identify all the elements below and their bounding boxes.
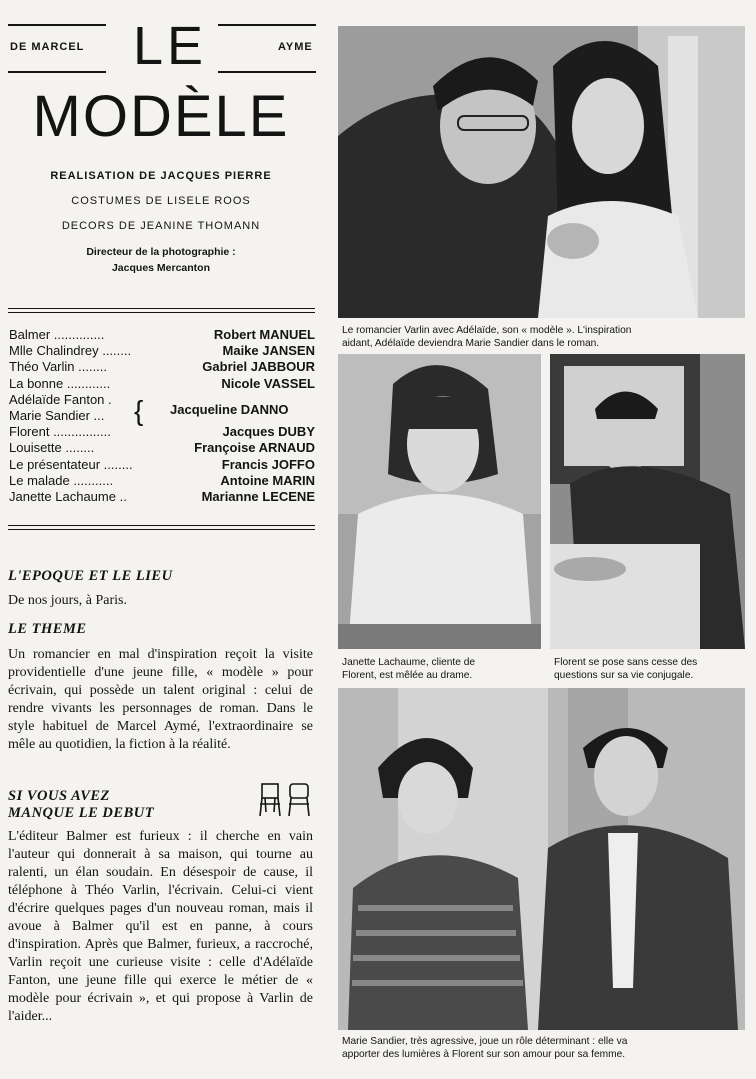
cast-role: Balmer .............. [9, 327, 105, 342]
caption-photo-1-line-1: Le romancier Varlin avec Adélaïde, son « modèle ». L'inspiration [342, 325, 632, 336]
cast-role: Janette Lachaume .. [9, 488, 127, 504]
cast-actor: Françoise ARNAUD [194, 440, 315, 456]
cast-role: Florent ................ [9, 424, 111, 440]
cast-actor: Maike JANSEN [222, 343, 315, 359]
caption-photo-2-line-2: Florent, est mêlée au drame. [342, 670, 473, 681]
cast-role: Le présentateur ........ [9, 456, 133, 472]
credit-costumes: COSTUMES DE LISELE ROOS [71, 195, 251, 207]
cast-rule-bottom-2 [8, 529, 315, 530]
caption-photo-4-line-2: apporter des lumières à Florent sur son amour pour sa femme. [342, 1049, 626, 1060]
caption-photo-2-line-1: Janette Lachaume, cliente de [342, 657, 476, 668]
cast-row [9, 359, 315, 375]
cast-row [9, 327, 315, 343]
cast-row [9, 376, 315, 392]
cast-rule-top [8, 308, 315, 309]
credit-dirphoto-label: Directeur de la photographie : [86, 246, 236, 258]
section-heading-epoque: L'EPOQUE ET LE LIEU [8, 568, 173, 584]
header-rule-right-top [218, 24, 316, 26]
cast-rule-bottom [8, 525, 315, 526]
cast-row [9, 440, 315, 456]
cast-role: Louisette ........ [9, 440, 95, 456]
credit-dirphoto-name: Jacques Mercanton [111, 262, 211, 274]
cast-row [9, 424, 315, 440]
cast-role: La bonne ............ [9, 375, 111, 391]
cast-actor: Antoine MARIN [220, 472, 315, 488]
chairs-icon [258, 780, 316, 820]
cast-row [9, 489, 315, 505]
header-rule-left-top [8, 24, 106, 26]
section-heading-theme: LE THEME [8, 621, 87, 637]
caption-photo-3-line-1: Florent se pose sans cesse des [554, 657, 698, 668]
cast-actor: Jacques DUBY [222, 424, 315, 440]
photo-janette [338, 354, 541, 649]
section-text-theme: Un romancier en mal d'inspiration reçoit la visite providentielle d'une jeune fille, « modèle » pour écrivain, qui possède un talent original : celui de rendre vivants les personnages de roman. Dans le style habituel de Marcel Aymé, l'extraordinaire se mêle au quotidien, la fiction à la réalité. [8, 647, 313, 752]
cast-role: Le malade ........... [9, 472, 114, 488]
cast-role: Théo Varlin ........ [9, 359, 108, 375]
cast-row [9, 343, 315, 359]
caption-photo-4-line-1: Marie Sandier, très agressive, joue un rôle déterminant : elle va [342, 1036, 628, 1047]
credit-realisation: REALISATION DE JACQUES PIERRE [50, 170, 272, 182]
credit-decors: DECORS DE JEANINE THOMANN [61, 220, 261, 232]
cast-actor: Nicole VASSEL [221, 375, 315, 391]
cast-brace: { [134, 395, 144, 426]
photo-marie-florent [338, 688, 745, 1030]
section-text-epoque: De nos jours, à Paris. [8, 593, 127, 608]
cast-actor: Francis JOFFO [221, 456, 315, 472]
header-rule-right-bottom [218, 71, 316, 73]
title-line-2: MODÈLE [32, 84, 290, 149]
caption-photo-3-line-2: questions sur sa vie conjugale. [554, 670, 694, 681]
cast-actor: Robert MANUEL [213, 327, 315, 342]
author-first-name: DE MARCEL [10, 41, 85, 53]
cast-rule-top-2 [8, 312, 315, 313]
section-text-debut: L'éditeur Balmer est furieux : il cherche en vain l'auteur qui donnerait à sa maison, qui tourne au ralenti, un élan soudain. En désespoir de cause, il téléphone à Théo Varlin, l'écrivain. Celui-ci vient d'écrire quelques pages d'un nouveau roman, mais il avoue à Balmer qu'il est en panne, à cours d'inspiration. Après que Balmer, furieux, a raccroché, Varlin reçoit une curieuse visite : celle d'Adélaïde Fanton, une jeune fille qui exerce le métier de « modèle pour écrivain », et qui propose à Varlin de l'aider... [8, 829, 313, 1024]
cast-role: Mlle Chalindrey ........ [9, 343, 132, 359]
cast-row [9, 457, 315, 473]
author-last-name: AYME [278, 41, 313, 53]
section-heading-debut-1: SI VOUS AVEZ [8, 788, 110, 804]
section-heading-debut-2: MANQUE LE DEBUT [8, 805, 155, 821]
title-line-1: LE [132, 16, 208, 76]
photo-varlin-adelaide [338, 26, 745, 318]
cast-role: Marie Sandier ... [9, 407, 105, 423]
caption-photo-1-line-2: aidant, Adélaïde deviendra Marie Sandier dans le roman. [342, 338, 600, 349]
header-rule-left-bottom [8, 71, 106, 73]
photo-florent [550, 354, 745, 649]
cast-actor: Gabriel JABBOUR [202, 359, 315, 375]
cast-role: Adélaïde Fanton . [9, 391, 112, 407]
cast-shared-actor: Jacqueline DANNO [170, 402, 289, 417]
cast-actor: Marianne LECENE [201, 488, 315, 504]
cast-row [9, 473, 315, 489]
